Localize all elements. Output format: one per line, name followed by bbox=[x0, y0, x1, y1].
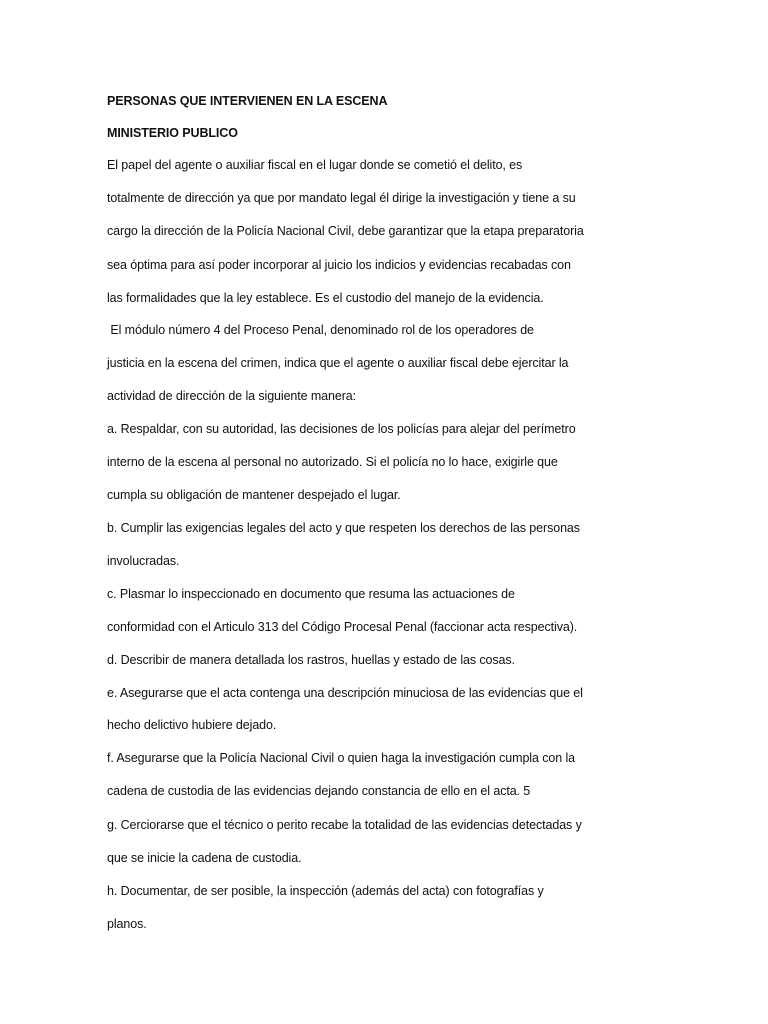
paragraph-line: El módulo número 4 del Proceso Penal, denominado rol de los operadores de bbox=[107, 323, 534, 337]
list-item-line: a. Respaldar, con su autoridad, las decisiones de los policías para alejar del perímetro bbox=[107, 422, 576, 436]
list-item-line: involucradas. bbox=[107, 554, 180, 568]
list-item-line: h. Documentar, de ser posible, la inspección (además del acta) con fotografías y bbox=[107, 884, 544, 898]
list-item-line: hecho delictivo hubiere dejado. bbox=[107, 718, 277, 732]
list-item-line: b. Cumplir las exigencias legales del acto y que respeten los derechos de las personas bbox=[107, 521, 580, 535]
list-item-line: cumpla su obligación de mantener despejado el lugar. bbox=[107, 488, 401, 502]
paragraph-line: totalmente de dirección ya que por mandato legal él dirige la investigación y tiene a su bbox=[107, 191, 576, 205]
list-item-line: cadena de custodia de las evidencias dejando constancia de ello en el acta. 5 bbox=[107, 784, 531, 798]
paragraph-line: sea óptima para así poder incorporar al juicio los indicios y evidencias recabadas con bbox=[107, 258, 571, 272]
list-item-line: que se inicie la cadena de custodia. bbox=[107, 851, 302, 865]
list-item-line: conformidad con el Articulo 313 del Código Procesal Penal (faccionar acta respectiva). bbox=[107, 620, 578, 634]
paragraph-line: cargo la dirección de la Policía Nacional Civil, debe garantizar que la etapa preparatoria bbox=[107, 224, 584, 238]
subsection-heading: MINISTERIO PUBLICO bbox=[107, 126, 238, 140]
paragraph-line: actividad de dirección de la siguiente manera: bbox=[107, 389, 357, 403]
list-item-line: e. Asegurarse que el acta contenga una descripción minuciosa de las evidencias que el bbox=[107, 686, 583, 700]
list-item-line: d. Describir de manera detallada los rastros, huellas y estado de las cosas. bbox=[107, 653, 515, 667]
list-item-line: interno de la escena al personal no autorizado. Si el policía no lo hace, exigirle que bbox=[107, 455, 558, 469]
paragraph-line: justicia en la escena del crimen, indica que el agente o auxiliar fiscal debe ejercitar la bbox=[107, 356, 569, 370]
list-item-line: c. Plasmar lo inspeccionado en documento que resuma las actuaciones de bbox=[107, 587, 515, 601]
list-item-line: g. Cerciorarse que el técnico o perito recabe la totalidad de las evidencias detectadas y bbox=[107, 818, 582, 832]
list-item-line: f. Asegurarse que la Policía Nacional Civil o quien haga la investigación cumpla con la bbox=[107, 751, 575, 765]
paragraph-line: las formalidades que la ley establece. Es el custodio del manejo de la evidencia. bbox=[107, 291, 544, 305]
paragraph-line: El papel del agente o auxiliar fiscal en el lugar donde se cometió el delito, es bbox=[107, 158, 523, 172]
list-item-line: planos. bbox=[107, 917, 147, 931]
section-heading: PERSONAS QUE INTERVIENEN EN LA ESCENA bbox=[107, 94, 388, 108]
